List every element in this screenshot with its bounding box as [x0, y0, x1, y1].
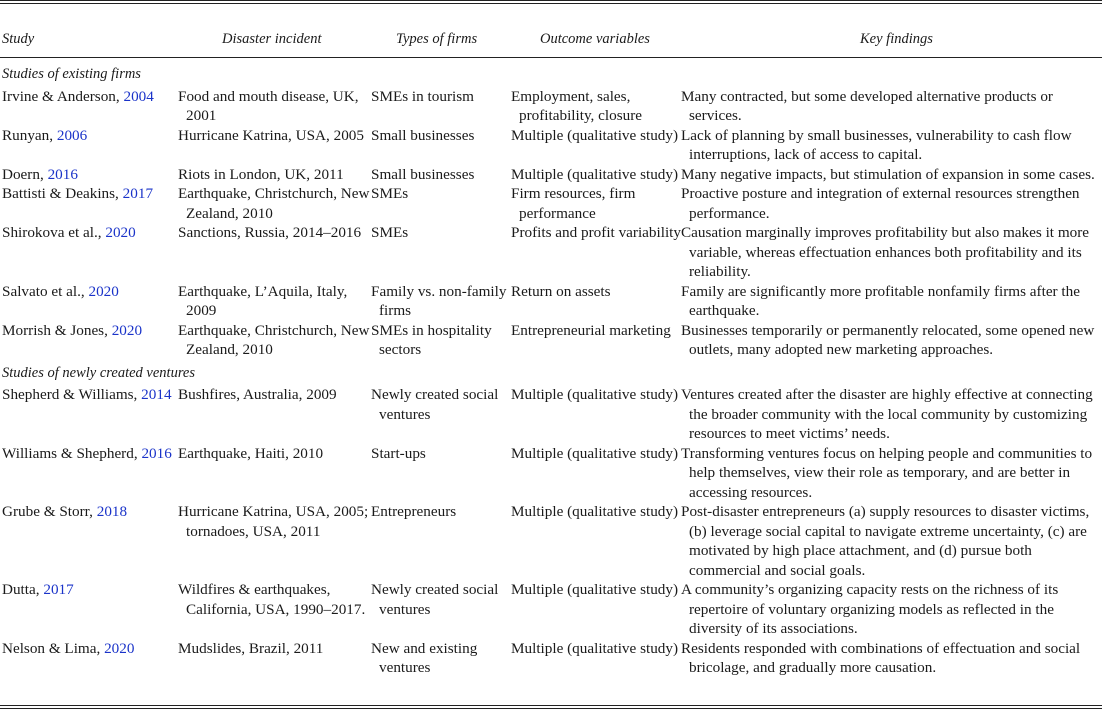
- outcome-cell: [511, 184, 681, 223]
- study-cell: [0, 184, 178, 223]
- table-row: [0, 282, 1102, 321]
- header-disaster-incident: Disaster incident: [222, 31, 322, 47]
- section-row: [0, 360, 1102, 386]
- study-cell: [0, 223, 178, 282]
- findings-cell: [681, 321, 1102, 360]
- firm-type-cell: [371, 580, 511, 639]
- incident-text: Wildfires & earthquakes, California, USA, 1990–2017.: [178, 581, 366, 618]
- table-row: [0, 165, 1102, 185]
- firm-type-cell: [371, 502, 511, 580]
- firm-type-text: SMEs in hospitality sectors: [371, 321, 492, 358]
- study-text: [2, 580, 178, 600]
- incident-text: Earthquake, Christchurch, New Zealand, 2010: [178, 185, 370, 222]
- study-authors: Nelson & Lima,: [2, 639, 105, 657]
- findings-cell: [681, 87, 1102, 126]
- study-year-link[interactable]: 2017: [122, 185, 154, 202]
- findings-text: Businesses temporarily or permanently relocated, some opened new outlets, many adopted new marketing approaches.: [681, 321, 1095, 358]
- table-row: [0, 126, 1102, 165]
- outcome-text: Multiple (qualitative study): [511, 126, 679, 144]
- outcome-cell: [511, 321, 681, 360]
- incident-text: Earthquake, L’Aquila, Italy, 2009: [178, 282, 348, 319]
- outcome-cell: [511, 165, 681, 185]
- incident-cell: [178, 639, 371, 678]
- study-year-link[interactable]: 2014: [141, 386, 172, 403]
- incident-cell: [178, 385, 371, 444]
- study-cell: [0, 502, 178, 580]
- section-title: Studies of newly created ventures: [2, 364, 196, 381]
- incident-text: Riots in London, UK, 2011: [178, 165, 344, 183]
- findings-text: Post-disaster entrepreneurs (a) supply resources to disaster victims, (b) leverage social capital to navigate extreme uncertainty, (c) are motivated by high place attachment, and (d) pursue both commercial and social goals.: [681, 503, 1090, 579]
- findings-text: Many contracted, but some developed alternative products or services.: [681, 87, 1053, 124]
- outcome-text: Multiple (qualitative study): [511, 503, 679, 520]
- outcome-cell: [511, 444, 681, 503]
- firm-type-text: Small businesses: [371, 126, 475, 144]
- firm-type-text: SMEs: [371, 224, 409, 241]
- top-rule-double: [0, 3, 1102, 4]
- firm-type-cell: [371, 184, 511, 223]
- incident-text: Mudslides, Brazil, 2011: [178, 639, 324, 657]
- study-authors: Morrish & Jones,: [2, 321, 112, 339]
- firm-type-text: Small businesses: [371, 165, 475, 183]
- incident-cell: [178, 580, 371, 639]
- incident-cell: [178, 444, 371, 503]
- firm-type-text: New and existing ventures: [371, 639, 478, 676]
- study-text: [2, 126, 178, 146]
- firm-type-cell: [371, 639, 511, 678]
- outcome-cell: [511, 639, 681, 678]
- outcome-text: Profits and profit variability: [511, 224, 681, 241]
- findings-text: Ventures created after the disaster are highly effective at connecting the broader community with the local community by customizing resources to meet victims’ needs.: [681, 386, 1093, 442]
- outcome-cell: [511, 580, 681, 639]
- study-cell: [0, 639, 178, 678]
- bottom-rule-double: [0, 708, 1102, 709]
- study-cell: [0, 321, 178, 360]
- findings-cell: [681, 184, 1102, 223]
- study-year-link[interactable]: 2020: [88, 282, 119, 300]
- findings-text: Proactive posture and integration of external resources strengthen performance.: [681, 185, 1080, 222]
- table-row: [0, 87, 1102, 126]
- firm-type-cell: [371, 321, 511, 360]
- study-cell: [0, 580, 178, 639]
- study-year-link[interactable]: 2004: [123, 87, 154, 105]
- incident-cell: [178, 321, 371, 360]
- study-text: [2, 223, 178, 243]
- findings-cell: [681, 223, 1102, 282]
- outcome-cell: [511, 126, 681, 165]
- firm-type-cell: [371, 444, 511, 503]
- incident-text: Bushfires, Australia, 2009: [178, 386, 337, 403]
- firm-type-text: SMEs in tourism: [371, 87, 474, 105]
- firm-type-text: Newly created social ventures: [371, 386, 499, 423]
- bottom-rule: [0, 705, 1102, 706]
- incident-cell: [178, 165, 371, 185]
- header-study: Study: [2, 31, 35, 47]
- findings-text: Many negative impacts, but stimulation of expansion in some cases.: [681, 165, 1095, 183]
- table-row: [0, 639, 1102, 678]
- findings-text: Transforming ventures focus on helping people and communities to help themselves, view their role as temporary, and are better in accessing resources.: [681, 444, 1093, 501]
- outcome-cell: [511, 223, 681, 282]
- outcome-text: Multiple (qualitative study): [511, 386, 679, 403]
- study-cell: [0, 385, 178, 444]
- incident-cell: [178, 502, 371, 580]
- outcome-text: Multiple (qualitative study): [511, 581, 679, 598]
- table-row: [0, 321, 1102, 360]
- study-text: [2, 444, 178, 464]
- section-row: [0, 61, 1102, 87]
- findings-cell: [681, 126, 1102, 165]
- incident-cell: [178, 87, 371, 126]
- outcome-cell: [511, 282, 681, 321]
- study-text: [2, 184, 178, 204]
- outcome-text: Return on assets: [511, 282, 611, 300]
- study-text: [2, 385, 178, 405]
- outcome-cell: [511, 502, 681, 580]
- findings-cell: [681, 385, 1102, 444]
- firm-type-text: Family vs. non-family firms: [371, 282, 507, 319]
- study-authors: Grube & Storr,: [2, 503, 97, 520]
- study-authors: Runyan,: [2, 126, 57, 144]
- outcome-text: Firm resources, firm performance: [511, 185, 636, 222]
- findings-cell: [681, 165, 1102, 185]
- header-outcome-variables: Outcome variables: [540, 31, 650, 47]
- table-row: [0, 444, 1102, 503]
- study-text: [2, 321, 178, 341]
- findings-cell: [681, 580, 1102, 639]
- findings-table: [0, 61, 1102, 678]
- outcome-text: Employment, sales, profitability, closure: [511, 87, 643, 124]
- table-row: [0, 223, 1102, 282]
- study-authors: Dutta,: [2, 581, 44, 598]
- header-types-of-firms: Types of firms: [396, 31, 478, 47]
- findings-text: Residents responded with combinations of effectuation and social bricolage, and gradually more causation.: [681, 639, 1081, 676]
- table-row: [0, 502, 1102, 580]
- outcome-cell: [511, 385, 681, 444]
- firm-type-cell: [371, 87, 511, 126]
- study-cell: [0, 87, 178, 126]
- incident-text: Hurricane Katrina, USA, 2005: [178, 126, 364, 144]
- study-text: [2, 165, 178, 185]
- firm-type-text: SMEs: [371, 185, 409, 202]
- study-text: [2, 87, 178, 107]
- findings-cell: [681, 282, 1102, 321]
- study-authors: Battisti & Deakins,: [2, 185, 123, 202]
- outcome-text: Multiple (qualitative study): [511, 639, 679, 657]
- incident-cell: [178, 223, 371, 282]
- study-authors: Williams & Shepherd,: [2, 444, 142, 462]
- study-cell: [0, 165, 178, 185]
- table-body: [0, 61, 1102, 678]
- incident-cell: [178, 126, 371, 165]
- findings-cell: [681, 639, 1102, 678]
- firm-type-text: Entrepreneurs: [371, 503, 457, 520]
- incident-cell: [178, 184, 371, 223]
- table-row: [0, 184, 1102, 223]
- study-year-link[interactable]: 2017: [43, 581, 74, 598]
- incident-text: Sanctions, Russia, 2014–2016: [178, 224, 362, 241]
- incident-cell: [178, 282, 371, 321]
- study-text: [2, 639, 178, 659]
- incident-text: Food and mouth disease, UK, 2001: [178, 87, 359, 124]
- firm-type-text: Newly created social ventures: [371, 581, 499, 618]
- top-rule: [0, 0, 1102, 1]
- findings-text: Lack of planning by small businesses, vulnerability to cash flow interruptions, lack of access to capital.: [681, 126, 1072, 163]
- firm-type-cell: [371, 385, 511, 444]
- findings-text: A community’s organizing capacity rests on the richness of its repertoire of voluntary organizing models as reflected in the diversity of its associations.: [681, 581, 1059, 637]
- header-rule: [0, 57, 1102, 58]
- outcome-text: Multiple (qualitative study): [511, 444, 679, 462]
- incident-text: Earthquake, Haiti, 2010: [178, 444, 324, 462]
- findings-text: Causation marginally improves profitability but also makes it more variable, whereas effectuation enhances both profitability and its reliability.: [681, 224, 1090, 280]
- study-authors: Doern,: [2, 165, 48, 183]
- findings-cell: [681, 502, 1102, 580]
- incident-text: Earthquake, Christchurch, New Zealand, 2010: [178, 321, 370, 358]
- study-cell: [0, 126, 178, 165]
- firm-type-cell: [371, 223, 511, 282]
- outcome-cell: [511, 87, 681, 126]
- section-title: Studies of existing firms: [2, 66, 141, 82]
- study-year-link[interactable]: 2018: [96, 503, 128, 520]
- study-year-link[interactable]: 2016: [141, 444, 172, 462]
- findings-cell: [681, 444, 1102, 503]
- firm-type-cell: [371, 165, 511, 185]
- table-row: [0, 580, 1102, 639]
- study-authors: Salvato et al.,: [2, 282, 89, 300]
- firm-type-text: Start-ups: [371, 444, 426, 462]
- study-year-link[interactable]: 2020: [111, 321, 143, 339]
- study-authors: Shirokova et al.,: [2, 224, 106, 241]
- findings-text: Family are significantly more profitable nonfamily firms after the earthquake.: [681, 282, 1080, 319]
- study-authors: Shepherd & Williams,: [2, 386, 142, 403]
- firm-type-cell: [371, 126, 511, 165]
- study-text: [2, 282, 178, 302]
- study-text: [2, 502, 178, 522]
- study-authors: Irvine & Anderson,: [2, 87, 124, 105]
- firm-type-cell: [371, 282, 511, 321]
- study-year-link[interactable]: 2016: [47, 165, 78, 183]
- study-year-link[interactable]: 2006: [56, 126, 88, 144]
- outcome-text: Entrepreneurial marketing: [511, 321, 671, 339]
- outcome-text: Multiple (qualitative study): [511, 165, 679, 183]
- study-year-link[interactable]: 2020: [104, 639, 135, 657]
- table-row: [0, 385, 1102, 444]
- incident-text: Hurricane Katrina, USA, 2005; tornadoes, USA, 2011: [178, 503, 369, 540]
- study-cell: [0, 282, 178, 321]
- study-year-link[interactable]: 2020: [105, 224, 136, 241]
- study-cell: [0, 444, 178, 503]
- header-key-findings: Key findings: [860, 31, 933, 47]
